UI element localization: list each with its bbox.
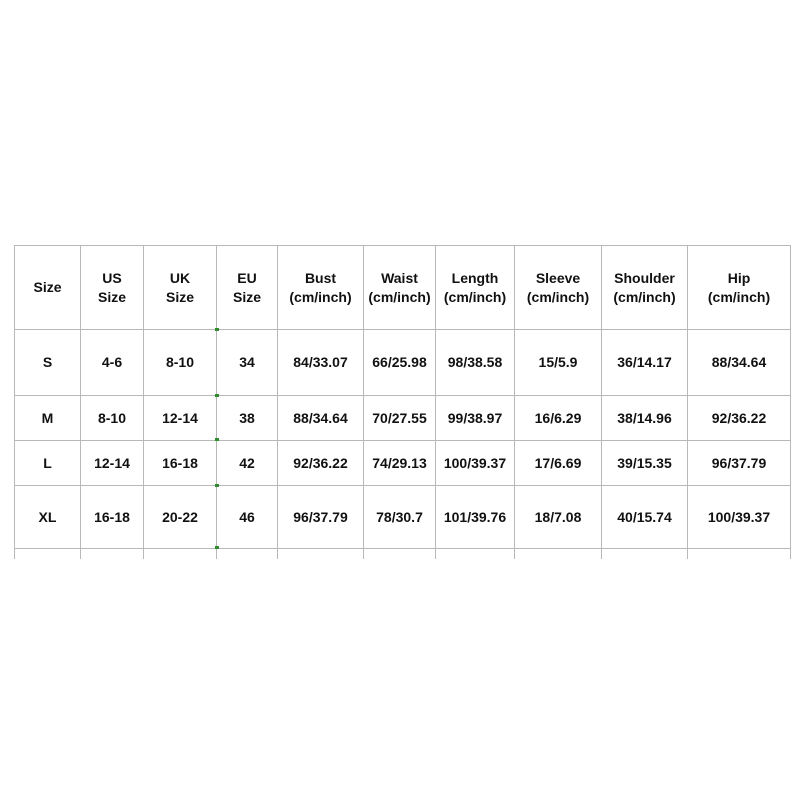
header-hip [688,246,791,330]
header-bust [278,246,364,330]
table-cell: XL [15,486,81,549]
header-us-label: US [102,269,122,286]
header-length-unit: (cm/inch) [443,288,507,305]
cell-comment-marker [215,438,219,441]
table-cell: 8-10 [81,396,144,441]
header-size-label: Size [33,279,62,295]
header-waist [364,246,436,330]
header-us-size [81,246,144,330]
header-waist-unit: (cm/inch) [368,288,431,305]
table-cell: 16/6.29 [515,396,602,441]
table-cell: 12-14 [144,396,217,441]
table-cell: L [15,441,81,486]
table-row [15,486,791,549]
table-cell: 78/30.7 [364,486,436,549]
table-cell: 38 [217,396,278,441]
cell-comment-marker [215,328,219,331]
cell-comment-marker [215,484,219,487]
table-cell: 96/37.79 [688,441,791,486]
table-cell: 36/14.17 [602,330,688,396]
table-cell: 98/38.58 [436,330,515,396]
table-cell: 4-6 [81,330,144,396]
header-eu-sublabel: Size [232,288,261,305]
table-row [15,330,791,396]
size-chart-table [14,245,791,559]
table-cell: 38/14.96 [602,396,688,441]
table-cell: 34 [217,330,278,396]
table-cell-empty [15,549,81,560]
table-cell: 17/6.69 [515,441,602,486]
table-cell-empty [81,549,144,560]
table-cell: 12-14 [81,441,144,486]
header-uk-sublabel: Size [165,288,194,305]
header-uk-size [144,246,217,330]
header-shoulder [602,246,688,330]
header-eu-size [217,246,278,330]
table-cell: 96/37.79 [278,486,364,549]
header-sleeve-label: Sleeve [535,269,581,286]
table-cell: 70/27.55 [364,396,436,441]
table-cell: 88/34.64 [278,396,364,441]
table-cell: 66/25.98 [364,330,436,396]
table-trailing-row [15,549,791,560]
table-row [15,396,791,441]
cell-comment-marker [215,394,219,397]
table-cell-empty [217,549,278,560]
table-cell: 92/36.22 [688,396,791,441]
table-cell: 101/39.76 [436,486,515,549]
table-cell-empty [515,549,602,560]
table-cell-empty [688,549,791,560]
header-hip-unit: (cm/inch) [707,288,771,305]
table-cell-empty [278,549,364,560]
header-size [15,246,81,330]
table-cell: 42 [217,441,278,486]
cell-comment-marker [215,546,219,549]
header-waist-label: Waist [381,269,418,286]
table-cell: 88/34.64 [688,330,791,396]
header-sleeve [515,246,602,330]
table-cell-empty [436,549,515,560]
table-cell-empty [602,549,688,560]
table-cell: 16-18 [144,441,217,486]
header-eu-label: EU [237,269,257,286]
table-cell: 92/36.22 [278,441,364,486]
header-shoulder-unit: (cm/inch) [613,288,676,305]
table-cell: 74/29.13 [364,441,436,486]
table-cell: 20-22 [144,486,217,549]
table-cell: 84/33.07 [278,330,364,396]
table-cell: 100/39.37 [688,486,791,549]
header-length [436,246,515,330]
header-sleeve-unit: (cm/inch) [526,288,590,305]
table-cell-empty [364,549,436,560]
header-hip-label: Hip [727,269,751,286]
table-cell: 40/15.74 [602,486,688,549]
table-row [15,441,791,486]
table-header-row [15,246,791,330]
table-cell: 39/15.35 [602,441,688,486]
table-cell: 8-10 [144,330,217,396]
table-cell: 100/39.37 [436,441,515,486]
table-cell: 99/38.97 [436,396,515,441]
table-cell: 15/5.9 [515,330,602,396]
header-uk-label: UK [169,269,191,286]
table-cell: M [15,396,81,441]
table-cell: 46 [217,486,278,549]
header-shoulder-label: Shoulder [614,269,675,286]
table-cell: 18/7.08 [515,486,602,549]
header-us-sublabel: Size [97,288,126,305]
table-cell: S [15,330,81,396]
header-bust-unit: (cm/inch) [289,288,352,305]
header-bust-label: Bust [304,269,337,286]
header-length-label: Length [451,269,499,286]
table-cell: 16-18 [81,486,144,549]
table-cell-empty [144,549,217,560]
